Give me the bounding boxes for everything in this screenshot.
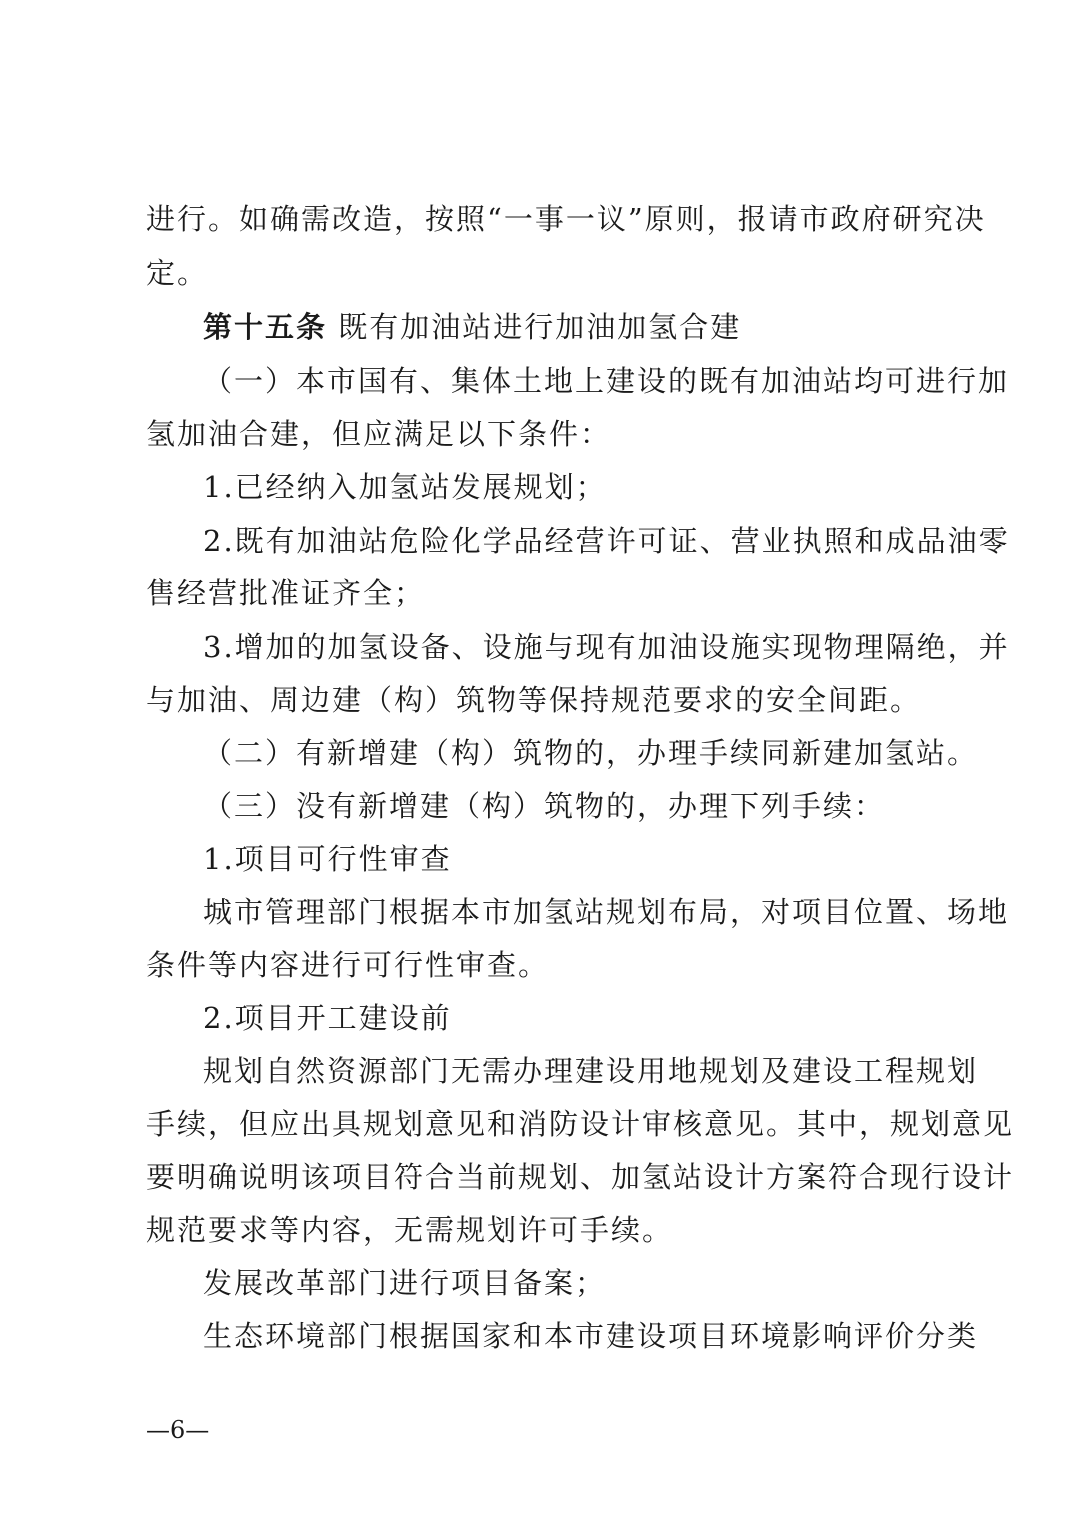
text-line: 发展改革部门进行项目备案； [203, 1266, 607, 1300]
subheading: 2.项目开工建设前 [203, 1001, 452, 1035]
list-item: 3.增加的加氢设备、设施与现有加油设施实现物理隔绝，并 [203, 630, 1010, 664]
text-line: 与加油、周边建（构）筑物等保持规范要求的安全间距。 [146, 683, 922, 717]
text-line: （一）本市国有、集体土地上建设的既有加油站均可进行加 [203, 364, 1010, 398]
list-item: 1.已经纳入加氢站发展规划； [203, 470, 607, 504]
page-number: —6— [146, 1416, 210, 1444]
text-line: 手续，但应出具规划意见和消防设计审核意见。其中，规划意见 [146, 1107, 1015, 1141]
article-heading-text: 既有加油站进行加油加氢合建 [338, 310, 742, 344]
article-title: 第十五条 [203, 310, 328, 344]
list-item: 2.既有加油站危险化学品经营许可证、营业执照和成品油零 [203, 524, 1010, 558]
text-line: 规划自然资源部门无需办理建设用地规划及建设工程规划 [203, 1054, 979, 1088]
text-line: （三）没有新增建（构）筑物的，办理下列手续： [203, 789, 886, 823]
text-line: 规范要求等内容，无需规划许可手续。 [146, 1213, 674, 1247]
text-line: 城市管理部门根据本市加氢站规划布局，对项目位置、场地 [203, 895, 1010, 929]
text-line: 条件等内容进行可行性审查。 [146, 948, 550, 982]
text-line: 定。 [146, 256, 209, 290]
text-line: （二）有新增建（构）筑物的，办理手续同新建加氢站。 [203, 736, 979, 770]
text-line: 进行。如确需改造，按照“一事一议”原则，报请市政府研究决 [146, 202, 986, 236]
text-line: 售经营批准证齐全； [146, 576, 426, 610]
text-line: 生态环境部门根据国家和本市建设项目环境影响评价分类 [203, 1319, 979, 1353]
article-heading [203, 307, 946, 347]
text-line: 氢加油合建，但应满足以下条件： [146, 417, 612, 451]
text-line: 要明确说明该项目符合当前规划、加氢站设计方案符合现行设计 [146, 1160, 1015, 1194]
subheading: 1.项目可行性审查 [203, 842, 452, 876]
